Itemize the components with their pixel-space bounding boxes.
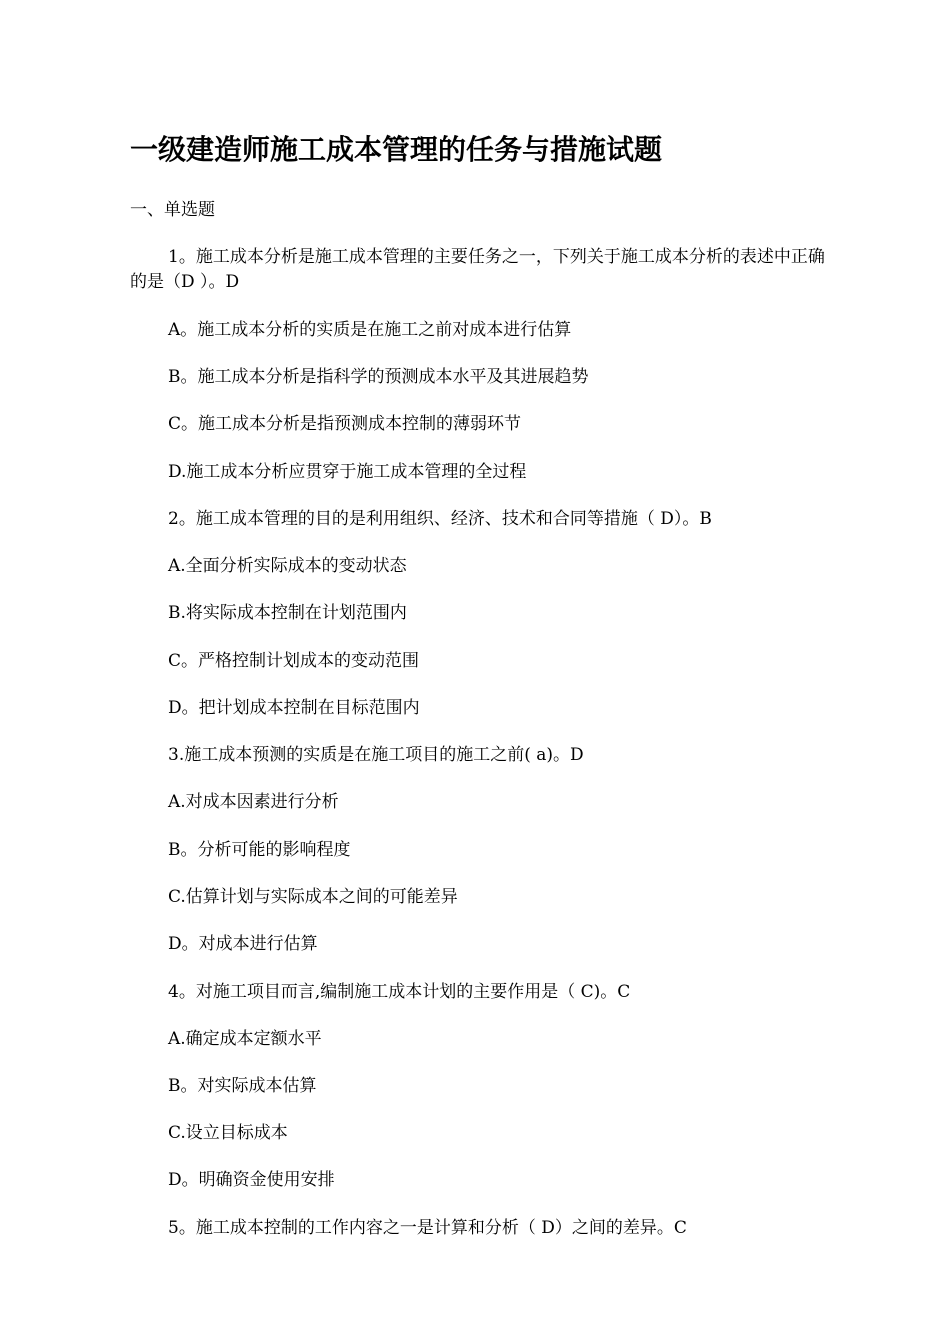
q3-option-c: C.估算计划与实际成本之间的可能差异 — [168, 887, 458, 907]
q4-option-b: B。对实际成本估算 — [168, 1076, 317, 1096]
q1-option-d: D.施工成本分析应贯穿于施工成本管理的全过程 — [168, 462, 527, 482]
q2-option-c: C。严格控制计划成本的变动范围 — [168, 651, 420, 671]
question-1: 1。施工成本分析是施工成本管理的主要任务之一，下列关于施工成本分析的表述中正确的是（D ）。D — [130, 247, 825, 292]
q4-option-a: A.确定成本定额水平 — [168, 1029, 322, 1049]
q3-option-b: B。分析可能的影响程度 — [168, 840, 351, 860]
question-5: 5。施工成本控制的工作内容之一是计算和分析（ D）之间的差异。C — [168, 1218, 687, 1238]
question-3: 3.施工成本预测的实质是在施工项目的施工之前( a)。D — [168, 745, 584, 765]
q2-option-b: B.将实际成本控制在计划范围内 — [168, 603, 407, 623]
q2-option-a: A.全面分析实际成本的变动状态 — [168, 556, 407, 576]
q1-option-a: A。施工成本分析的实质是在施工之前对成本进行估算 — [168, 320, 572, 340]
section-heading: 一、单选题 — [130, 200, 215, 220]
question-4: 4。对施工项目而言,编制施工成本计划的主要作用是（ C)。C — [168, 982, 631, 1002]
document-title: 一级建造师施工成本管理的任务与措施试题 — [130, 133, 663, 166]
q1-option-b: B。施工成本分析是指科学的预测成本水平及其进展趋势 — [168, 367, 589, 387]
q3-option-d: D。对成本进行估算 — [168, 934, 318, 954]
q4-option-d: D。明确资金使用安排 — [168, 1170, 335, 1190]
q3-option-a: A.对成本因素进行分析 — [168, 792, 339, 812]
question-2: 2。施工成本管理的目的是利用组织、经济、技术和合同等措施（ D）。B — [168, 509, 712, 529]
q2-option-d: D。把计划成本控制在目标范围内 — [168, 698, 420, 718]
q1-option-c: C。施工成本分析是指预测成本控制的薄弱环节 — [168, 414, 522, 434]
q4-option-c: C.设立目标成本 — [168, 1123, 288, 1143]
